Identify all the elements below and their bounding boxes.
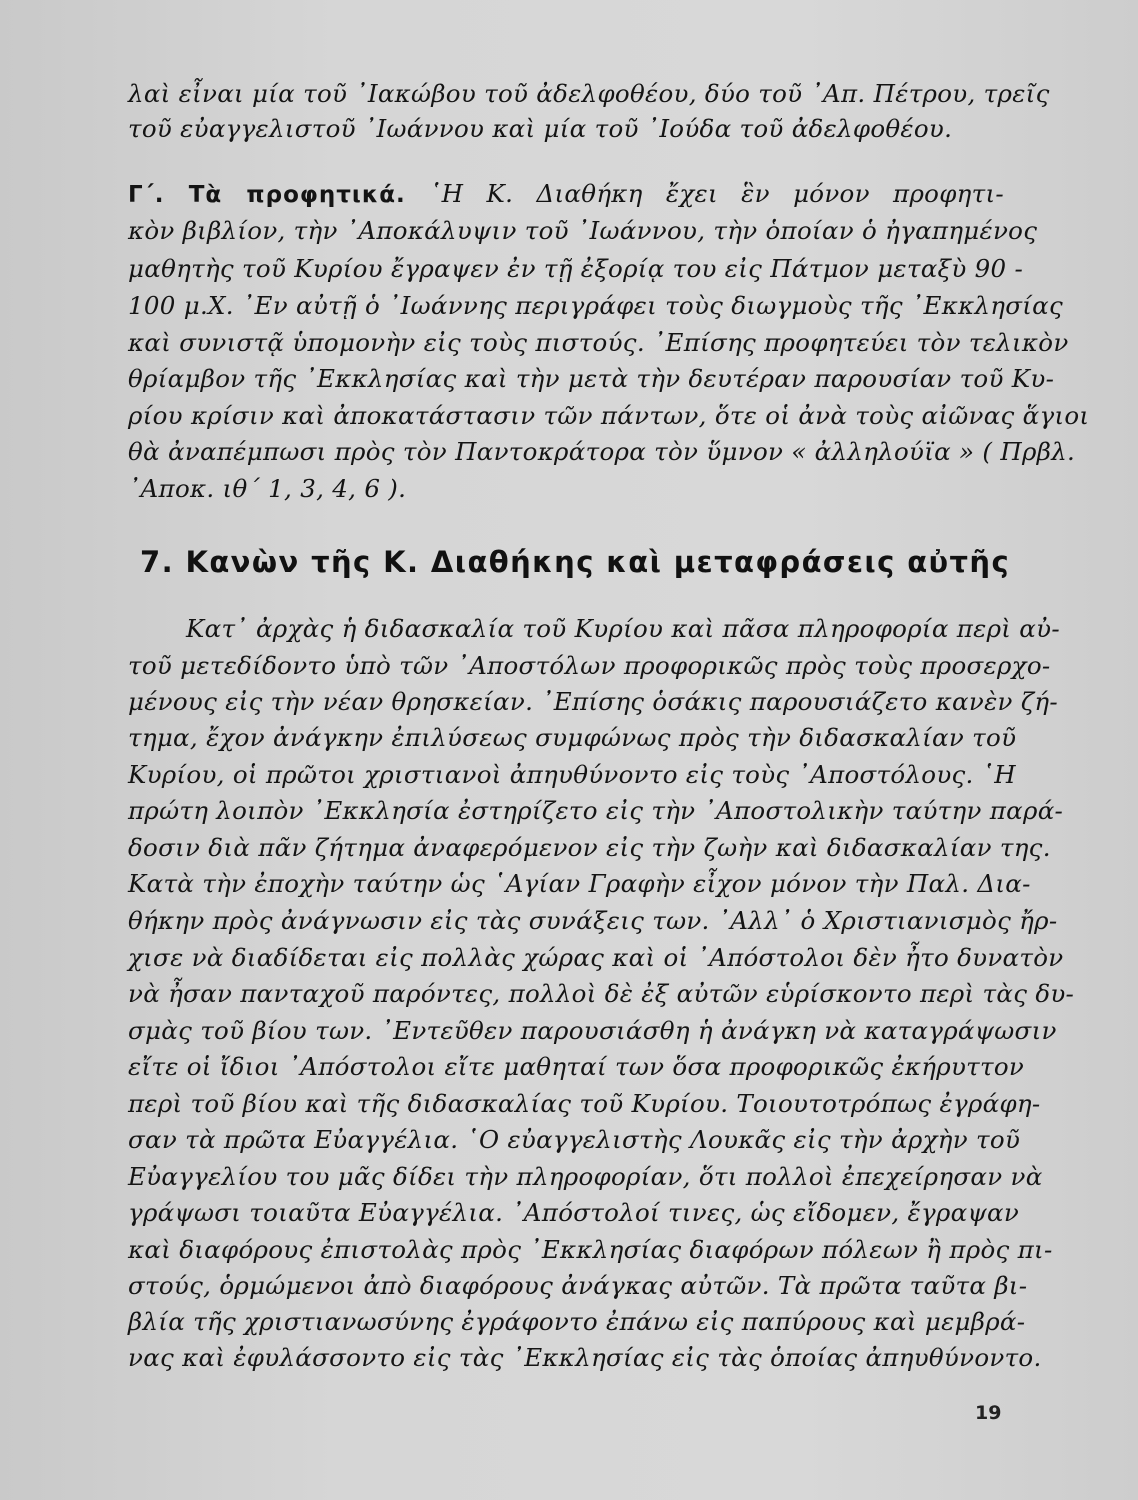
text-line: ρίου κρίσιν καὶ ἀποκατάστασιν τῶν πάντων, ὅτε οἱ ἀνὰ τοὺς αἰῶνας ἅγιοι xyxy=(128,401,1090,430)
page-number: 19 xyxy=(975,1402,1002,1424)
section-heading: 7. Κανὼν τῆς Κ. Διαθήκης καὶ μεταφράσεις αὐτῆς xyxy=(140,545,1011,579)
text-line: πρώτη λοιπὸν ᾿Εκκλησία ἐστηρίζετο εἰς τὴν ᾿Αποστολικὴν ταύτην παρά- xyxy=(128,796,1064,825)
text-line: εἴτε οἱ ἴδιοι ᾿Απόστολοι εἴτε μαθηταί των ὅσα προφορικῶς ἐκήρυττον xyxy=(128,1052,1025,1081)
text-line: στούς, ὁρμώμενοι ἀπὸ διαφόρους ἀνάγκας αὐτῶν. Τὰ πρῶτα ταῦτα βι- xyxy=(128,1271,1028,1300)
text-line: χισε νὰ διαδίδεται εἰς πολλὰς χώρας καὶ οἱ ᾿Απόστολοι δὲν ἦτο δυνατὸν xyxy=(128,943,1064,972)
text-line: σαν τὰ πρῶτα Εὐαγγέλια. ῾Ο εὐαγγελιστὴς Λουκᾶς εἰς τὴν ἀρχὴν τοῦ xyxy=(128,1125,1021,1154)
text-line: ᾿Αποκ. ιθ΄ 1, 3, 4, 6 ). xyxy=(128,474,407,503)
text-line: θρίαμβον τῆς ᾿Εκκλησίας καὶ τὴν μετὰ τὴν δευτέραν παρουσίαν τοῦ Κυ- xyxy=(128,364,1055,393)
text-line: δοσιν διὰ πᾶν ζήτημα ἀναφερόμενον εἰς τὴν ζωὴν καὶ διδασκαλίαν της. xyxy=(128,833,1051,862)
text-line: κὸν βιβλίον, τὴν ᾿Αποκάλυψιν τοῦ ᾿Ιωάννου, τὴν ὁποίαν ὁ ἠγαπημένος xyxy=(128,216,1038,245)
text-line: Κατὰ τὴν ἐποχὴν ταύτην ὡς ῾Αγίαν Γραφὴν εἶχον μόνον τὴν Παλ. Δια- xyxy=(128,869,1031,898)
text-line: θὰ ἀναπέμπωσι πρὸς τὸν Παντοκράτορα τὸν ὕμνον « ἀλληλούϊα » ( Πρβλ. xyxy=(128,437,1076,466)
text-line: θήκην πρὸς ἀνάγνωσιν εἰς τὰς συνάξεις των. ᾿Αλλ᾿ ὁ Χριστιανισμὸς ἤρ- xyxy=(128,906,1058,935)
text-line: σμὰς τοῦ βίου των. ᾿Εντεῦθεν παρουσιάσθη ἡ ἀνάγκη νὰ καταγράψωσιν xyxy=(128,1016,1057,1045)
text-line: τημα, ἔχον ἀνάγκην ἐπιλύσεως συμφώνως πρὸς τὴν διδασκαλίαν τοῦ xyxy=(128,723,1017,752)
text-line: νας καὶ ἐφυλάσσοντο εἰς τὰς ᾿Εκκλησίας εἰς τὰς ὁποίας ἀπηυθύνοντο. xyxy=(128,1343,1042,1372)
text-line: καὶ διαφόρους ἐπιστολὰς πρὸς ᾿Εκκλησίας διαφόρων πόλεων ἢ πρὸς πι- xyxy=(128,1235,1053,1264)
text-line: 100 μ.Χ. ᾿Εν αὐτῇ ὁ ᾿Ιωάννης περιγράφει τοὺς διωγμοὺς τῆς ᾿Εκκλησίας xyxy=(128,291,1064,320)
text-line: νὰ ἦσαν πανταχοῦ παρόντες, πολλοὶ δὲ ἐξ αὐτῶν εὑρίσκοντο περὶ τὰς δυ- xyxy=(128,979,1075,1008)
text-line: μένους εἰς τὴν νέαν θρησκείαν. ᾿Επίσης ὁσάκις παρουσιάζετο κανὲν ζή- xyxy=(128,687,1058,716)
text-fragment: ῾Η Κ. Διαθήκη ἔχει ἓν μόνον προφητι- xyxy=(429,179,1004,208)
text-line: καὶ συνιστᾷ ὑπομονὴν εἰς τοὺς πιστούς. ᾿Επίσης προφητεύει τὸν τελικὸν xyxy=(128,328,1069,357)
text-line: περὶ τοῦ βίου καὶ τῆς διδασκαλίας τοῦ Κυρίου. Τοιουτοτρόπως ἐγράφη- xyxy=(128,1089,1041,1118)
text-line: τοῦ μετεδίδοντο ὑπὸ τῶν ᾿Αποστόλων προφορικῶς πρὸς τοὺς προσερχο- xyxy=(128,651,1051,680)
text-line: λαὶ εἶναι μία τοῦ ᾿Ιακώβου τοῦ ἀδελφοθέου, δύο τοῦ ᾿Απ. Πέτρου, τρεῖς xyxy=(128,79,1050,108)
text-line: βλία τῆς χριστιανωσύνης ἐγράφοντο ἐπάνω εἰς παπύρους καὶ μεμβρά- xyxy=(128,1307,1026,1336)
section-g-first-line xyxy=(128,179,1004,210)
section-g-label: Γ΄. Τὰ προφητικά. xyxy=(128,182,406,208)
text-line: γράψωσι τοιαῦτα Εὐαγγέλια. ᾿Απόστολοί τινες, ὡς εἴδομεν, ἔγραψαν xyxy=(128,1198,1020,1227)
text-line: τοῦ εὐαγγελιστοῦ ᾿Ιωάννου καὶ μία τοῦ ᾿Ιούδα τοῦ ἀδελφοθέου. xyxy=(128,114,953,143)
text-line: Κατ᾿ ἀρχὰς ἡ διδασκαλία τοῦ Κυρίου καὶ πᾶσα πληροφορία περὶ αὐ- xyxy=(186,614,1060,643)
text-line: Εὐαγγελίου του μᾶς δίδει τὴν πληροφορίαν, ὅτι πολλοὶ ἐπεχείρησαν νὰ xyxy=(128,1162,1043,1191)
text-line: μαθητὴς τοῦ Κυρίου ἔγραψεν ἐν τῇ ἐξορίᾳ του εἰς Πάτμον μεταξὺ 90 - xyxy=(128,254,1024,283)
text-line: Κυρίου, οἱ πρῶτοι χριστιανοὶ ἀπηυθύνοντο εἰς τοὺς ᾿Αποστόλους. ῾Η xyxy=(128,760,1016,789)
